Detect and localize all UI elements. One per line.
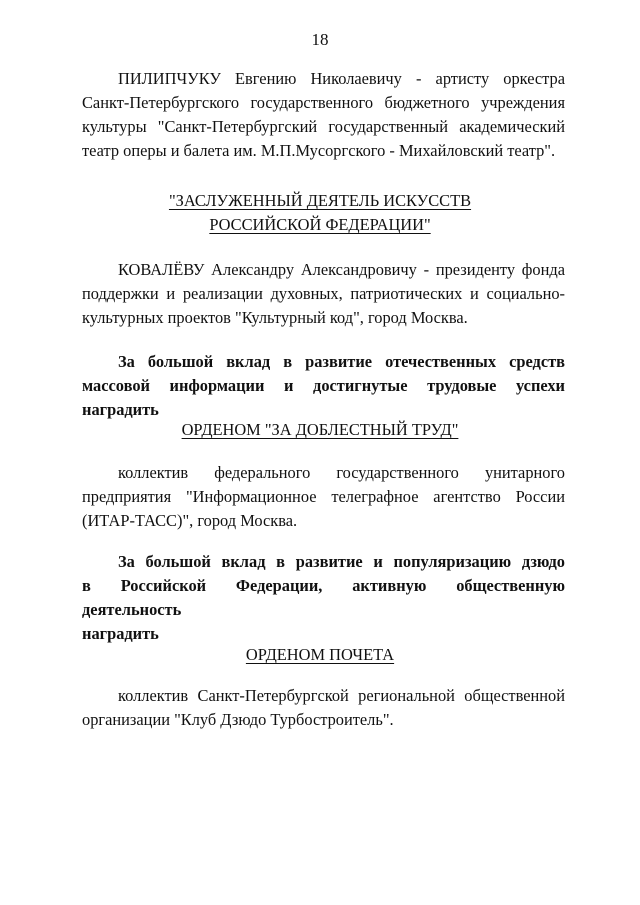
decree-paragraph-media	[82, 350, 565, 422]
entry-line: коллектив федерального государственного унитарного	[118, 463, 565, 482]
award-entry-kovalev	[82, 258, 565, 330]
page-number: 18	[311, 30, 329, 49]
heading-line: ОРДЕНОМ "ЗА ДОБЛЕСТНЫЙ ТРУД"	[181, 420, 459, 439]
heading-line: РОССИЙСКОЙ ФЕДЕРАЦИИ"	[209, 215, 431, 234]
entry-line: культурных проектов "Культурный код", город Москва.	[82, 308, 468, 327]
entry-line: театр оперы и балета им. М.П.Мусоргского - Михайловский театр".	[82, 141, 556, 160]
decree-line: в Российской Федерации, активную общественную деятельность	[82, 576, 565, 619]
award-title-honored-artist	[0, 189, 640, 237]
entry-line: культуры "Санкт-Петербургский государственный академический	[82, 117, 565, 136]
decree-line: массовой информации и достигнутые трудовые успехи наградить	[82, 376, 565, 419]
decree-line: За большой вклад в развитие и популяризацию дзюдо	[118, 552, 565, 571]
heading-line: ОРДЕНОМ ПОЧЕТА	[245, 645, 395, 664]
heading-line: "ЗАСЛУЖЕННЫЙ ДЕЯТЕЛЬ ИСКУССТВ	[168, 191, 472, 210]
award-entry-pilipchuk	[82, 67, 565, 163]
entry-line: (ИТАР-ТАСС)", город Москва.	[82, 511, 298, 530]
decree-line: За большой вклад в развитие отечественных средств	[118, 352, 565, 371]
entry-line: организации "Клуб Дзюдо Турбостроитель".	[82, 710, 394, 729]
entry-line: Санкт-Петербургского государственного бюджетного учреждения	[82, 93, 565, 112]
award-title-order-of-honor	[0, 643, 640, 667]
decree-paragraph-judo	[82, 550, 565, 646]
entry-line: ПИЛИПЧУКУ Евгению Николаевичу - артисту оркестра	[118, 69, 565, 88]
entry-line: поддержки и реализации духовных, патриотических и социально-	[82, 284, 565, 303]
entry-line: предприятия "Информационное телеграфное агентство России	[82, 487, 565, 506]
entry-line: КОВАЛЁВУ Александру Александровичу - президенту фонда	[118, 260, 565, 279]
award-title-labor-valor-order	[0, 418, 640, 442]
award-entry-itar-tass	[82, 461, 565, 533]
award-entry-judo-club	[82, 684, 565, 732]
entry-line: коллектив Санкт-Петербургской региональной общественной	[118, 686, 565, 705]
decree-line: наградить	[82, 624, 159, 643]
